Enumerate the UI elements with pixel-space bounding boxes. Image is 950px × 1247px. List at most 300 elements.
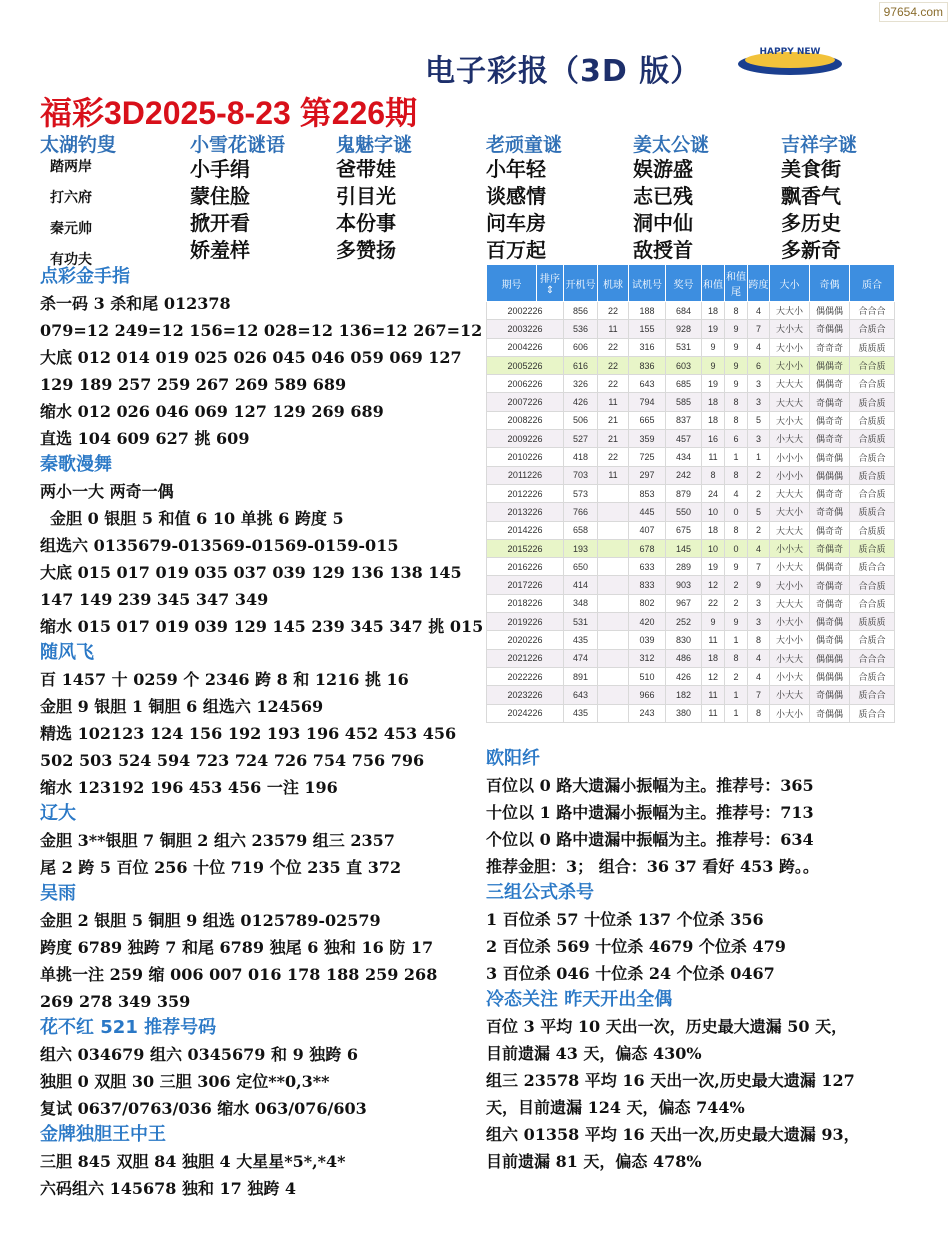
table-cell: 891 bbox=[564, 667, 598, 685]
table-cell: 21 bbox=[598, 430, 629, 448]
table-cell: 2006226 bbox=[487, 375, 564, 393]
text-line: 直选 104 609 627 挑 609 bbox=[40, 429, 250, 448]
table-cell: 大大大 bbox=[770, 594, 810, 612]
text-line: 十位以 1 路中遗漏小振幅为主。推荐号：713 bbox=[486, 803, 814, 822]
table-cell: 3 bbox=[748, 613, 770, 631]
table-cell: 4 bbox=[748, 338, 770, 356]
section-title: 吴雨 bbox=[40, 883, 76, 904]
history-table-wrap bbox=[486, 264, 895, 723]
riddle-head-1: 太湖钓叟 bbox=[40, 134, 117, 156]
table-cell: 9 bbox=[748, 576, 770, 594]
table-cell: 316 bbox=[629, 338, 666, 356]
column-header: 和值 bbox=[702, 265, 725, 302]
section-title: 点彩金手指 bbox=[40, 266, 130, 287]
table-cell: 414 bbox=[564, 576, 598, 594]
table-cell: 297 bbox=[629, 466, 666, 484]
text-line: 079=12 249=12 156=12 028=12 136=12 267=12 bbox=[40, 321, 483, 340]
table-cell bbox=[598, 539, 629, 557]
table-cell: 合质质 bbox=[850, 521, 895, 539]
table-row bbox=[487, 356, 895, 374]
table-cell: 312 bbox=[629, 649, 666, 667]
table-cell: 11 bbox=[598, 320, 629, 338]
table-cell: 11 bbox=[598, 393, 629, 411]
table-cell: 大大小 bbox=[770, 503, 810, 521]
table-cell: 2 bbox=[748, 466, 770, 484]
table-cell: 585 bbox=[666, 393, 702, 411]
table-cell: 903 bbox=[666, 576, 702, 594]
table-cell: 22 bbox=[598, 448, 629, 466]
table-cell: 3 bbox=[748, 594, 770, 612]
table-cell: 2021226 bbox=[487, 649, 564, 667]
section-title: 随风飞 bbox=[40, 642, 94, 663]
table-row bbox=[487, 503, 895, 521]
table-cell: 2015226 bbox=[487, 539, 564, 557]
text-line: 独胆 0 双胆 30 三胆 306 定位**0,3** bbox=[40, 1072, 330, 1091]
table-cell: 质合质 bbox=[850, 393, 895, 411]
table-cell: 质合合 bbox=[850, 704, 895, 722]
table-cell bbox=[598, 484, 629, 502]
table-cell: 435 bbox=[564, 631, 598, 649]
riddle-item: 踏两岸 bbox=[50, 159, 92, 175]
table-body bbox=[487, 302, 895, 723]
table-cell: 856 bbox=[564, 302, 598, 320]
table-cell: 合质合 bbox=[850, 448, 895, 466]
riddle-item: 娱游盛 bbox=[633, 157, 693, 181]
table-cell: 12 bbox=[702, 667, 725, 685]
table-cell: 6 bbox=[725, 430, 748, 448]
riddle-item: 洞中仙 bbox=[633, 211, 693, 235]
table-cell: 802 bbox=[629, 594, 666, 612]
table-cell: 偶偶偶 bbox=[810, 649, 850, 667]
text-line: 金胆 2 银胆 5 铜胆 9 组选 0125789-02579 bbox=[40, 911, 381, 930]
table-cell bbox=[598, 686, 629, 704]
table-cell: 9 bbox=[725, 558, 748, 576]
table-cell: 2 bbox=[725, 594, 748, 612]
riddle-item: 百万起 bbox=[486, 238, 546, 262]
table-cell: 4 bbox=[748, 539, 770, 557]
table-cell: 18 bbox=[702, 411, 725, 429]
table-cell: 小大小 bbox=[770, 613, 810, 631]
table-cell: 10 bbox=[702, 539, 725, 557]
table-cell: 11 bbox=[598, 466, 629, 484]
table-cell: 9 bbox=[725, 356, 748, 374]
table-cell: 2014226 bbox=[487, 521, 564, 539]
table-cell: 偶奇奇 bbox=[810, 484, 850, 502]
table-cell: 650 bbox=[564, 558, 598, 576]
table-cell: 小大小 bbox=[770, 704, 810, 722]
table-cell: 9 bbox=[702, 613, 725, 631]
table-cell: 188 bbox=[629, 302, 666, 320]
riddle-item: 引目光 bbox=[336, 184, 396, 208]
table-cell: 大小大 bbox=[770, 320, 810, 338]
table-cell: 2022226 bbox=[487, 667, 564, 685]
text-line: 精选 102123 124 156 192 193 196 452 453 456 bbox=[40, 724, 457, 743]
table-row bbox=[487, 430, 895, 448]
table-row bbox=[487, 576, 895, 594]
table-cell: 12 bbox=[702, 576, 725, 594]
table-cell bbox=[598, 613, 629, 631]
table-row bbox=[487, 338, 895, 356]
table-cell: 质合质 bbox=[850, 466, 895, 484]
table-cell: 质质质 bbox=[850, 338, 895, 356]
table-cell: 603 bbox=[666, 356, 702, 374]
table-cell: 10 bbox=[702, 503, 725, 521]
table-cell: 合合质 bbox=[850, 375, 895, 393]
table-cell: 2005226 bbox=[487, 356, 564, 374]
table-cell: 2019226 bbox=[487, 613, 564, 631]
table-cell: 奇偶偶 bbox=[810, 686, 850, 704]
sort-icon: ⇕ bbox=[545, 285, 555, 296]
table-row bbox=[487, 558, 895, 576]
table-cell: 536 bbox=[564, 320, 598, 338]
table-cell: 小小大 bbox=[770, 667, 810, 685]
table-cell: 奇偶奇 bbox=[810, 539, 850, 557]
table-cell: 合合质 bbox=[850, 484, 895, 502]
table-cell: 967 bbox=[666, 594, 702, 612]
table-cell: 966 bbox=[629, 686, 666, 704]
table-cell: 2020226 bbox=[487, 631, 564, 649]
table-row bbox=[487, 631, 895, 649]
text-line: 缩水 015 017 019 039 129 145 239 345 347 挑 015 bbox=[40, 617, 484, 636]
riddle-item: 蒙住脸 bbox=[190, 184, 250, 208]
table-cell: 小大大 bbox=[770, 649, 810, 667]
table-cell: 665 bbox=[629, 411, 666, 429]
issue-title: 福彩3D2025-8-23 第226期 bbox=[40, 95, 418, 131]
table-cell: 大大大 bbox=[770, 484, 810, 502]
table-cell: 2018226 bbox=[487, 594, 564, 612]
riddle-item: 问车房 bbox=[486, 211, 546, 235]
table-cell: 2008226 bbox=[487, 411, 564, 429]
table-cell: 奇偶奇 bbox=[810, 576, 850, 594]
text-line: 跨度 6789 独跨 7 和尾 6789 独尾 6 独和 16 防 17 bbox=[40, 938, 434, 957]
left-column bbox=[40, 264, 484, 1202]
table-cell: 550 bbox=[666, 503, 702, 521]
section-title: 冷态关注 昨天开出全偶 bbox=[486, 989, 673, 1010]
table-cell: 527 bbox=[564, 430, 598, 448]
table-cell: 8 bbox=[725, 411, 748, 429]
table-cell: 1 bbox=[748, 448, 770, 466]
table-cell: 19 bbox=[702, 558, 725, 576]
table-cell: 643 bbox=[564, 686, 598, 704]
table-cell bbox=[598, 667, 629, 685]
table-cell: 奇奇奇 bbox=[810, 338, 850, 356]
text-line: 缩水 012 026 046 069 127 129 269 689 bbox=[40, 402, 384, 421]
riddle-item: 掀开看 bbox=[190, 211, 250, 235]
table-row bbox=[487, 484, 895, 502]
table-cell: 684 bbox=[666, 302, 702, 320]
table-cell: 偶偶偶 bbox=[810, 302, 850, 320]
text-line: 129 189 257 259 267 269 589 689 bbox=[40, 375, 347, 394]
riddle-list-2 bbox=[190, 156, 250, 264]
table-cell: 1 bbox=[725, 448, 748, 466]
table-cell: 小大大 bbox=[770, 558, 810, 576]
text-line: 目前遗漏 43 天，偏态 430% bbox=[486, 1044, 702, 1063]
table-cell: 9 bbox=[725, 338, 748, 356]
table-cell: 474 bbox=[564, 649, 598, 667]
table-cell: 766 bbox=[564, 503, 598, 521]
table-cell: 348 bbox=[564, 594, 598, 612]
column-header: 大小 bbox=[770, 265, 810, 302]
table-cell: 2013226 bbox=[487, 503, 564, 521]
table-row bbox=[487, 393, 895, 411]
section-title: 花不红 521 推荐号码 bbox=[40, 1017, 217, 1038]
table-cell bbox=[598, 704, 629, 722]
table-cell: 11 bbox=[702, 448, 725, 466]
section-title: 金牌独胆王中王 bbox=[40, 1124, 166, 1145]
riddle-list-1 bbox=[50, 152, 92, 276]
table-cell: 5 bbox=[748, 503, 770, 521]
text-line: 组六 034679 组六 0345679 和 9 独跨 6 bbox=[40, 1045, 358, 1064]
riddle-item: 多历史 bbox=[781, 211, 841, 235]
table-row bbox=[487, 411, 895, 429]
table-cell: 小大大 bbox=[770, 686, 810, 704]
table-cell: 22 bbox=[702, 594, 725, 612]
text-line: 复试 0637/0763/036 缩水 063/076/603 bbox=[40, 1099, 367, 1118]
table-cell: 8 bbox=[748, 631, 770, 649]
table-cell: 奇偶奇 bbox=[810, 594, 850, 612]
table-cell: 616 bbox=[564, 356, 598, 374]
table-cell bbox=[598, 631, 629, 649]
table-row bbox=[487, 704, 895, 722]
riddle-item: 美食街 bbox=[781, 157, 841, 181]
column-header: 质合 bbox=[850, 265, 895, 302]
table-cell: 小小小 bbox=[770, 448, 810, 466]
table-cell: 1 bbox=[725, 686, 748, 704]
text-line: 三胆 845 双胆 84 独胆 4 大星星*5*,*4* bbox=[40, 1152, 346, 1171]
table-cell: 7 bbox=[748, 320, 770, 338]
table-cell: 偶偶奇 bbox=[810, 356, 850, 374]
table-cell: 435 bbox=[564, 704, 598, 722]
table-cell: 837 bbox=[666, 411, 702, 429]
text-line: 百 1457 十 0259 个 2346 跨 8 和 1216 挑 16 bbox=[40, 670, 409, 689]
table-cell: 2 bbox=[748, 484, 770, 502]
text-line: 尾 2 跨 5 百位 256 十位 719 个位 235 直 372 bbox=[40, 858, 402, 877]
column-header: 跨度 bbox=[748, 265, 770, 302]
table-cell: 7 bbox=[748, 686, 770, 704]
table-row bbox=[487, 375, 895, 393]
table-cell: 合质质 bbox=[850, 411, 895, 429]
column-header: 试机号 bbox=[629, 265, 666, 302]
table-cell: 3 bbox=[748, 393, 770, 411]
table-cell: 359 bbox=[629, 430, 666, 448]
riddle-head-3: 鬼魅字谜 bbox=[336, 134, 413, 156]
table-cell: 182 bbox=[666, 686, 702, 704]
table-cell: 合质质 bbox=[850, 430, 895, 448]
table-cell: 606 bbox=[564, 338, 598, 356]
riddle-item: 爸带娃 bbox=[336, 157, 396, 181]
table-cell: 703 bbox=[564, 466, 598, 484]
text-line: 502 503 524 594 723 724 726 754 756 796 bbox=[40, 751, 425, 770]
table-cell: 426 bbox=[666, 667, 702, 685]
table-row bbox=[487, 448, 895, 466]
table-cell: 18 bbox=[702, 649, 725, 667]
table-cell: 658 bbox=[564, 521, 598, 539]
table-cell: 8 bbox=[725, 521, 748, 539]
table-cell: 质合质 bbox=[850, 539, 895, 557]
table-cell: 偶奇偶 bbox=[810, 613, 850, 631]
text-line: 两小一大 两奇一偶 bbox=[40, 482, 174, 501]
table-cell: 486 bbox=[666, 649, 702, 667]
riddle-item: 娇羞样 bbox=[190, 238, 250, 262]
table-cell: 853 bbox=[629, 484, 666, 502]
table-cell: 4 bbox=[748, 649, 770, 667]
sort-column-header[interactable]: 排序⇕ bbox=[537, 265, 564, 302]
table-cell: 奇偶偶 bbox=[810, 320, 850, 338]
table-cell: 22 bbox=[598, 302, 629, 320]
banner-title: 电子彩报（3D 版） bbox=[425, 54, 702, 89]
table-cell: 偶偶偶 bbox=[810, 466, 850, 484]
riddle-head-2: 小雪花谜语 bbox=[190, 134, 286, 156]
table-cell: 偶奇奇 bbox=[810, 411, 850, 429]
table-cell: 21 bbox=[598, 411, 629, 429]
table-cell: 22 bbox=[598, 338, 629, 356]
table-cell: 5 bbox=[748, 411, 770, 429]
table-cell: 22 bbox=[598, 356, 629, 374]
history-table bbox=[486, 264, 895, 723]
riddle-item: 打六府 bbox=[50, 190, 92, 206]
table-cell: 445 bbox=[629, 503, 666, 521]
table-cell: 506 bbox=[564, 411, 598, 429]
table-cell: 质合合 bbox=[850, 558, 895, 576]
text-line: 金胆 3**银胆 7 铜胆 2 组六 23579 组三 2357 bbox=[40, 831, 395, 850]
text-line: 金胆 0 银胆 5 和值 6 10 单挑 6 跨度 5 bbox=[50, 509, 344, 528]
text-line: 269 278 349 359 bbox=[40, 992, 191, 1011]
table-cell: 偶奇偶 bbox=[810, 448, 850, 466]
table-cell: 奇偶偶 bbox=[810, 704, 850, 722]
table-row bbox=[487, 667, 895, 685]
table-cell: 2003226 bbox=[487, 320, 564, 338]
table-cell: 大大大 bbox=[770, 375, 810, 393]
table-cell: 偶偶奇 bbox=[810, 558, 850, 576]
table-cell: 偶偶偶 bbox=[810, 667, 850, 685]
table-cell: 836 bbox=[629, 356, 666, 374]
table-cell: 合合合 bbox=[850, 302, 895, 320]
table-cell: 2007226 bbox=[487, 393, 564, 411]
table-cell: 242 bbox=[666, 466, 702, 484]
table-cell: 大小小 bbox=[770, 356, 810, 374]
table-cell: 155 bbox=[629, 320, 666, 338]
riddle-item: 志已残 bbox=[633, 184, 693, 208]
table-cell: 大大大 bbox=[770, 521, 810, 539]
table-cell: 18 bbox=[702, 521, 725, 539]
table-cell: 243 bbox=[629, 704, 666, 722]
site-watermark: 97654.com bbox=[879, 2, 948, 22]
table-cell: 420 bbox=[629, 613, 666, 631]
table-cell: 643 bbox=[629, 375, 666, 393]
text-line: 目前遗漏 81 天，偏态 478% bbox=[486, 1152, 702, 1171]
text-line: 组三 23578 平均 16 天出一次,历史最大遗漏 127 bbox=[486, 1071, 855, 1090]
text-line: 大底 012 014 019 025 026 045 046 059 069 127 bbox=[40, 348, 462, 367]
table-row bbox=[487, 649, 895, 667]
table-cell: 奇偶奇 bbox=[810, 393, 850, 411]
section-title: 秦歌漫舞 bbox=[40, 454, 112, 475]
table-cell: 833 bbox=[629, 576, 666, 594]
text-line: 百位 3 平均 10 天出一次，历史最大遗漏 50 天， bbox=[486, 1017, 848, 1036]
table-cell: 8 bbox=[725, 393, 748, 411]
table-cell: 偶偶奇 bbox=[810, 375, 850, 393]
table-cell: 326 bbox=[564, 375, 598, 393]
table-cell bbox=[598, 576, 629, 594]
table-cell: 633 bbox=[629, 558, 666, 576]
table-cell: 大小小 bbox=[770, 631, 810, 649]
table-cell: 8 bbox=[725, 302, 748, 320]
table-row bbox=[487, 686, 895, 704]
section-title: 欧阳纤 bbox=[486, 748, 540, 769]
table-cell: 偶奇偶 bbox=[810, 631, 850, 649]
riddle-head-4: 老顽童谜 bbox=[486, 134, 563, 156]
table-cell: 2011226 bbox=[487, 466, 564, 484]
riddle-head-6: 吉祥字谜 bbox=[781, 134, 858, 156]
table-row bbox=[487, 466, 895, 484]
text-line: 杀一码 3 杀和尾 012378 bbox=[40, 294, 231, 313]
text-line: 单挑一注 259 缩 006 007 016 178 188 259 268 bbox=[40, 965, 438, 984]
table-cell: 289 bbox=[666, 558, 702, 576]
table-cell: 大小大 bbox=[770, 411, 810, 429]
table-cell: 9 bbox=[702, 338, 725, 356]
table-cell: 19 bbox=[702, 320, 725, 338]
table-cell: 合合质 bbox=[850, 576, 895, 594]
section-title: 三组公式杀号 bbox=[486, 882, 594, 903]
column-header: 开机号 bbox=[564, 265, 598, 302]
table-cell: 合合质 bbox=[850, 594, 895, 612]
table-cell: 19 bbox=[702, 375, 725, 393]
table-cell: 2023226 bbox=[487, 686, 564, 704]
table-cell: 2002226 bbox=[487, 302, 564, 320]
table-cell: 0 bbox=[725, 539, 748, 557]
table-cell: 2010226 bbox=[487, 448, 564, 466]
table-cell: 大大小 bbox=[770, 302, 810, 320]
right-column bbox=[486, 746, 916, 1175]
table-cell bbox=[598, 649, 629, 667]
column-header: 机球 bbox=[598, 265, 629, 302]
table-cell: 偶奇奇 bbox=[810, 521, 850, 539]
table-cell: 2012226 bbox=[487, 484, 564, 502]
column-header: 和值尾 bbox=[725, 265, 748, 302]
table-cell: 8 bbox=[748, 704, 770, 722]
table-cell bbox=[598, 558, 629, 576]
table-row bbox=[487, 539, 895, 557]
riddle-list-5 bbox=[633, 156, 693, 264]
table-cell: 1 bbox=[725, 631, 748, 649]
table-cell: 合质合 bbox=[850, 320, 895, 338]
table-cell: 531 bbox=[564, 613, 598, 631]
table-cell: 小大大 bbox=[770, 430, 810, 448]
table-row bbox=[487, 320, 895, 338]
table-cell: 质质合 bbox=[850, 503, 895, 521]
table-cell: 偶奇奇 bbox=[810, 430, 850, 448]
table-cell: 510 bbox=[629, 667, 666, 685]
table-cell: 合质合 bbox=[850, 667, 895, 685]
table-cell: 573 bbox=[564, 484, 598, 502]
table-cell: 426 bbox=[564, 393, 598, 411]
text-line: 百位以 0 路大遗漏小振幅为主。推荐号：365 bbox=[486, 776, 814, 795]
table-row bbox=[487, 521, 895, 539]
section-title: 辽大 bbox=[40, 803, 76, 824]
text-line: 天，目前遗漏 124 天，偏态 744% bbox=[486, 1098, 745, 1117]
text-line: 六码组六 145678 独和 17 独跨 4 bbox=[40, 1179, 297, 1198]
riddle-item: 飘香气 bbox=[781, 184, 841, 208]
banner-logo bbox=[735, 40, 845, 80]
riddle-item: 谈感情 bbox=[486, 184, 546, 208]
table-cell: 2016226 bbox=[487, 558, 564, 576]
table-cell: 3 bbox=[748, 375, 770, 393]
text-line: 3 百位杀 046 十位杀 24 个位杀 0467 bbox=[486, 964, 775, 983]
table-cell: 2004226 bbox=[487, 338, 564, 356]
text-line: 个位以 0 路中遗漏中振幅为主。推荐号：634 bbox=[486, 830, 814, 849]
table-cell: 18 bbox=[702, 302, 725, 320]
column-header: 奇偶 bbox=[810, 265, 850, 302]
table-cell: 725 bbox=[629, 448, 666, 466]
